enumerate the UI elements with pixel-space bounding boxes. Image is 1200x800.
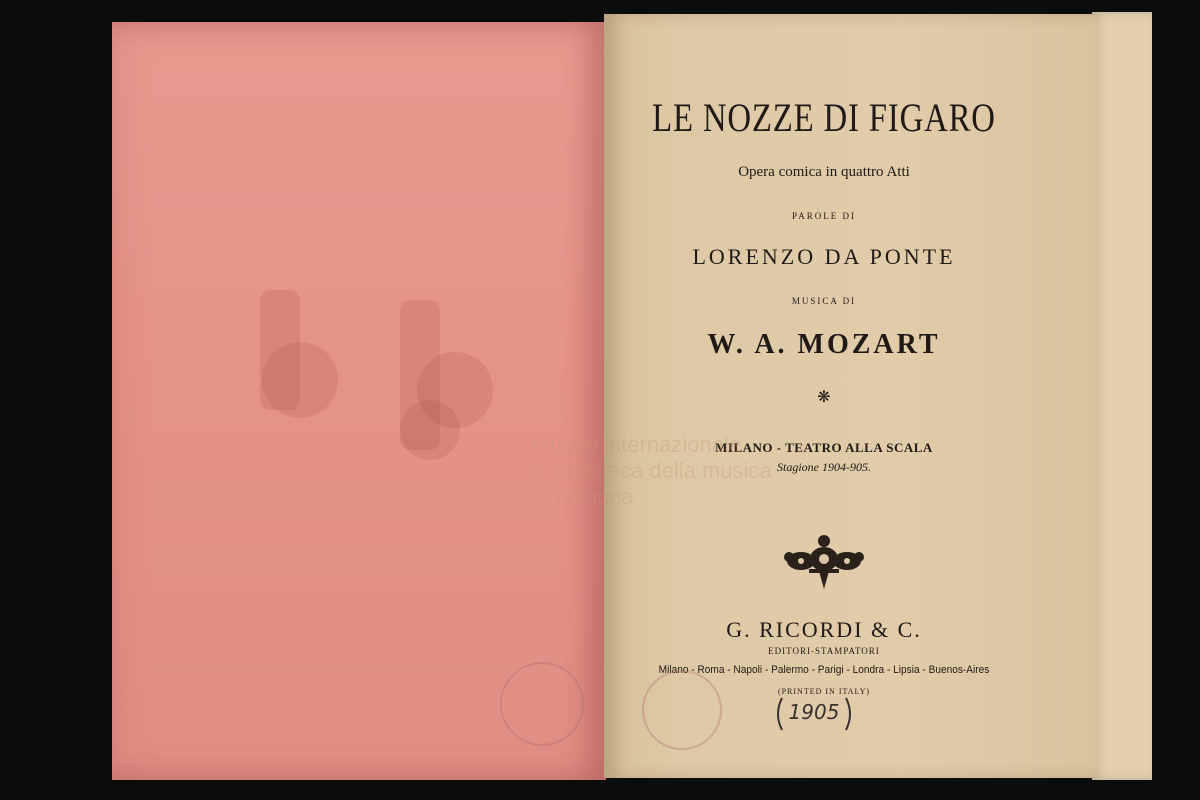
composer-name: W. A. MOZART [707,329,941,360]
opera-title: LE NOZZE DI FIGARO [652,95,996,140]
publisher-cities: Milano - Roma - Napoli - Palermo - Parigi - Londra - Lipsia - Buenos-Aires [658,664,990,676]
watermark-line-2: e biblioteca della musica [532,458,772,483]
venue-line: MILANO - TEATRO ALLA SCALA [715,440,933,455]
publisher-role: EDITORI-STAMPATORI [768,646,880,656]
watermark-text [532,432,772,510]
opera-subtitle: Opera comica in quattro Atti [738,164,910,180]
publisher-emblem-icon [779,529,869,604]
handwritten-year: 1905 [788,700,840,724]
watermark-line-3: di bologna [532,484,634,509]
ornament-icon: ❋ [817,389,831,406]
publisher-name: G. RICORDI & C. [726,617,922,642]
faded-stamp-left [500,662,584,746]
handwritten-year-note [774,694,854,734]
printed-note: (PRINTED IN ITALY) [777,687,871,696]
back-page-edge [1092,12,1152,780]
faded-stamp-right [642,670,722,750]
musica-label: MUSICA DI [791,296,857,306]
title-page [604,14,1098,778]
season-line: Stagione 1904-905. [777,460,871,474]
librettist-name: LORENZO DA PONTE [692,244,956,269]
watermark-line-1: museo internazionale [532,432,742,457]
parole-label: PAROLE DI [792,211,856,221]
